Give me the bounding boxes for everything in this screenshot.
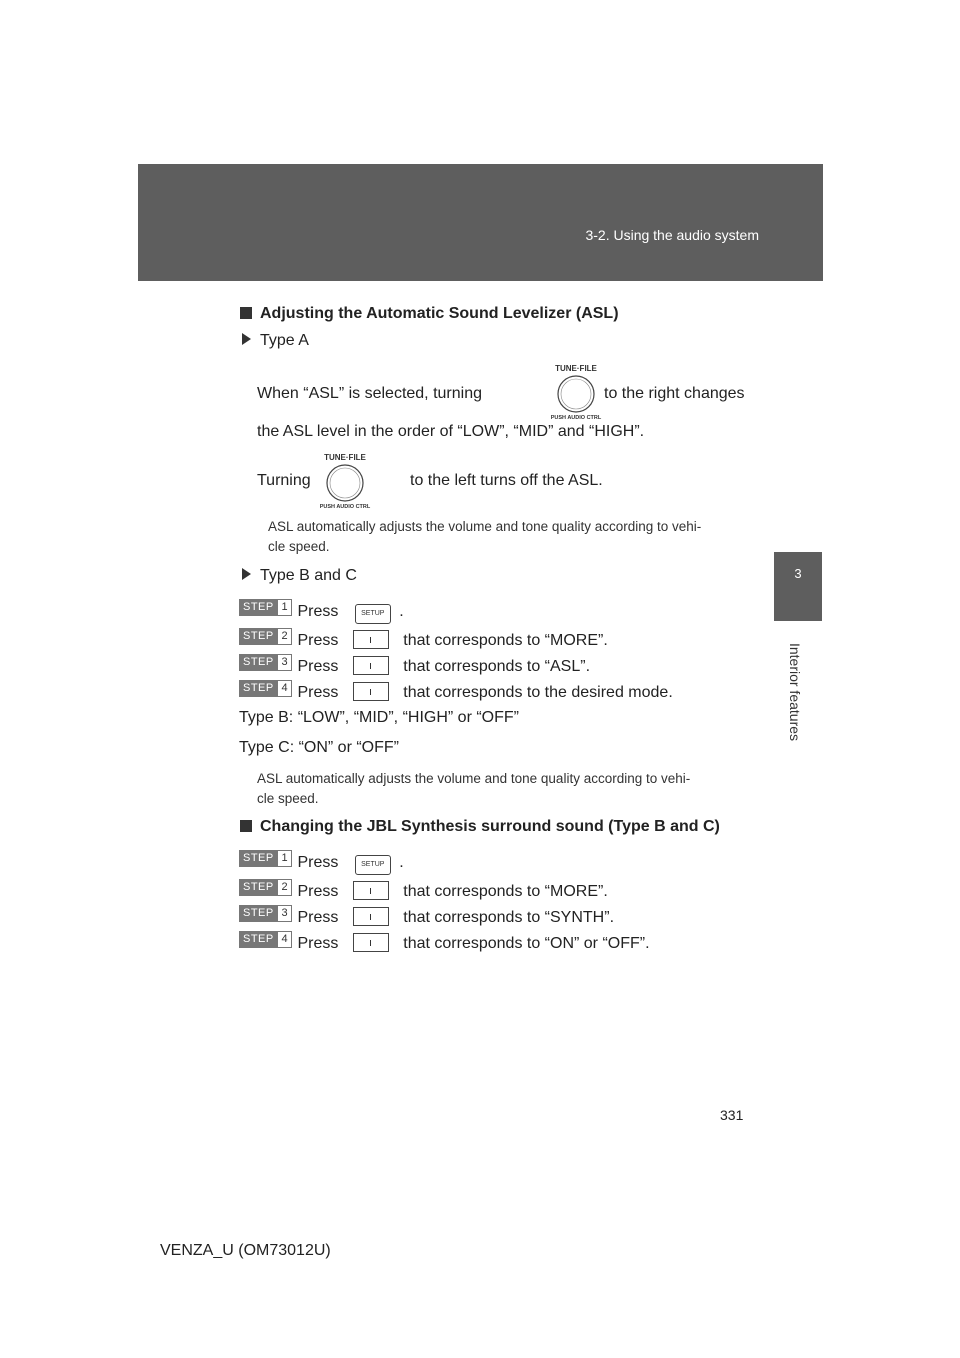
step-badge: STEP 1 bbox=[239, 850, 292, 867]
menu-button-icon bbox=[353, 907, 389, 926]
type-bc-title: Type B and C bbox=[242, 567, 357, 585]
type-a-line1-start: When “ASL” is selected, turning bbox=[257, 385, 482, 402]
step-badge: STEP 1 bbox=[239, 599, 292, 616]
setup-button-icon: SETUP bbox=[355, 604, 391, 624]
asl-step-2: STEP 2 Press that corresponds to “MORE”. bbox=[239, 628, 608, 650]
menu-button-icon bbox=[353, 881, 389, 900]
jbl-step-3: STEP 3 Press that corresponds to “SYNTH”. bbox=[239, 905, 614, 927]
svg-text:TUNE·FILE: TUNE·FILE bbox=[324, 453, 366, 462]
menu-button-icon bbox=[353, 656, 389, 675]
jbl-step-4: STEP 4 Press that corresponds to “ON” or “OFF”. bbox=[239, 931, 650, 953]
type-a-note: ASL automatically adjusts the volume and tone quality according to vehi- cle speed. bbox=[268, 519, 702, 554]
type-a-title: Type A bbox=[242, 332, 309, 350]
tune-file-knob-icon bbox=[305, 450, 385, 510]
type-a-line3-start: Turning bbox=[257, 472, 311, 489]
menu-button-icon bbox=[353, 630, 389, 649]
page-number: 331 bbox=[720, 1107, 744, 1123]
jbl-heading: Changing the JBL Synthesis surround sound (Type B and C) bbox=[240, 818, 720, 836]
svg-text:PUSH AUDIO CTRL: PUSH AUDIO CTRL bbox=[319, 504, 371, 510]
chapter-label bbox=[785, 632, 805, 752]
menu-button-icon bbox=[353, 933, 389, 952]
triangle-bullet-icon bbox=[242, 568, 251, 580]
type-a-line3-end: to the left turns off the ASL. bbox=[410, 472, 603, 489]
menu-button-icon bbox=[353, 682, 389, 701]
jbl-step-1: STEP 1 Press SETUP . bbox=[239, 850, 404, 875]
asl-step-4: STEP 4 Press that corresponds to the desired mode. bbox=[239, 680, 673, 702]
asl-step-1: STEP 1 Press SETUP . bbox=[239, 599, 404, 624]
setup-button-icon: SETUP bbox=[355, 855, 391, 875]
square-bullet-icon bbox=[240, 307, 252, 319]
section-header bbox=[138, 164, 823, 281]
svg-text:PUSH AUDIO CTRL: PUSH AUDIO CTRL bbox=[550, 415, 602, 421]
asl-heading: Adjusting the Automatic Sound Levelizer (ASL) bbox=[240, 305, 619, 323]
chapter-label-text: Interior features bbox=[787, 642, 803, 742]
svg-text:TUNE·FILE: TUNE·FILE bbox=[555, 364, 597, 373]
step-badge: STEP 4 bbox=[239, 680, 292, 697]
section-title: 3-2. Using the audio system bbox=[585, 227, 759, 243]
document-code: VENZA_U (OM73012U) bbox=[160, 1242, 331, 1259]
chapter-tab bbox=[774, 552, 822, 621]
step-badge: STEP 4 bbox=[239, 931, 292, 948]
type-a-line2: the ASL level in the order of “LOW”, “MID” and “HIGH”. bbox=[257, 423, 645, 440]
type-a-line1-end: to the right changes bbox=[604, 385, 745, 402]
asl-step-3: STEP 3 Press that corresponds to “ASL”. bbox=[239, 654, 590, 676]
type-b-modes: Type B: “LOW”, “MID”, “HIGH” or “OFF” bbox=[239, 709, 519, 726]
type-bc-note: ASL automatically adjusts the volume and tone quality according to vehi- cle speed. bbox=[257, 771, 691, 806]
step-badge: STEP 2 bbox=[239, 879, 292, 896]
square-bullet-icon bbox=[240, 820, 252, 832]
type-c-modes: Type C: “ON” or “OFF” bbox=[239, 739, 399, 756]
triangle-bullet-icon bbox=[242, 333, 251, 345]
step-badge: STEP 2 bbox=[239, 628, 292, 645]
jbl-step-2: STEP 2 Press that corresponds to “MORE”. bbox=[239, 879, 608, 901]
step-badge: STEP 3 bbox=[239, 905, 292, 922]
chapter-number: 3 bbox=[794, 566, 802, 581]
step-badge: STEP 3 bbox=[239, 654, 292, 671]
